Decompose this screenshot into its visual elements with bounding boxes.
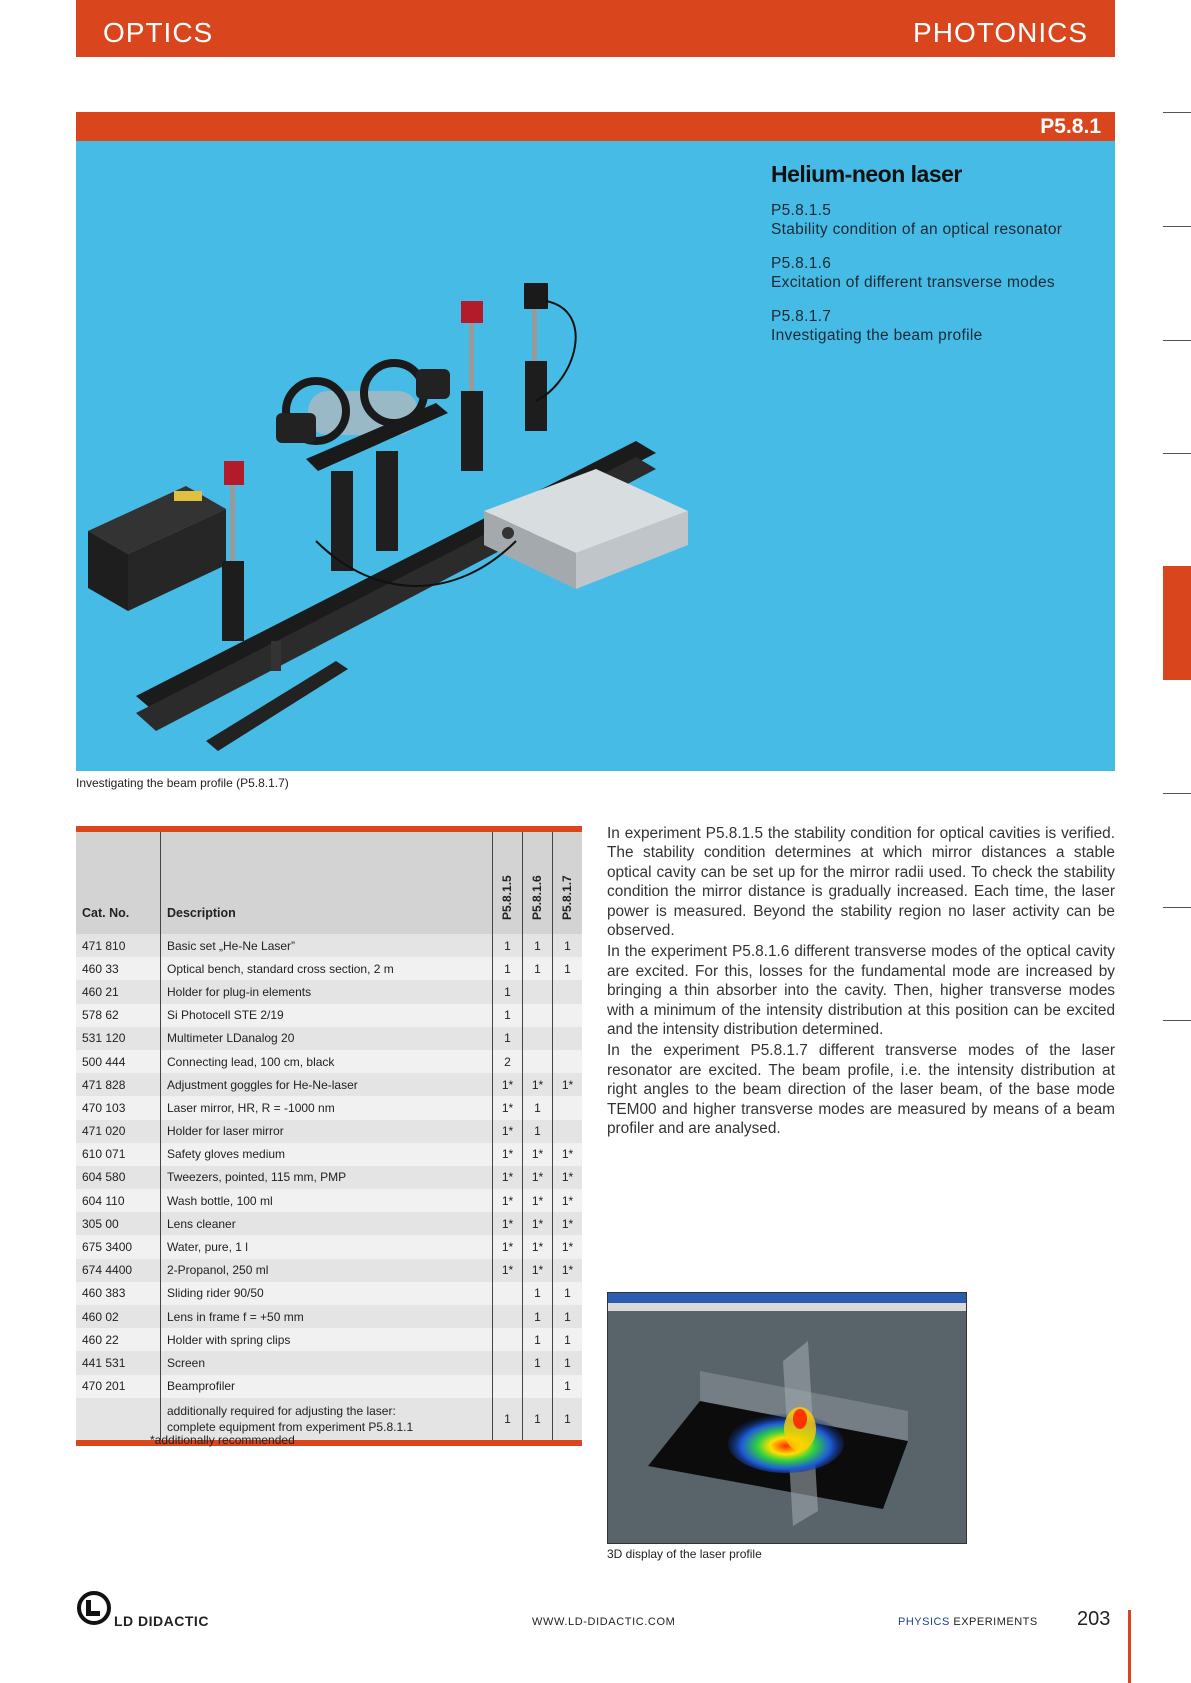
paragraph: In the experiment P5.8.1.6 different transverse modes of the optical cavity are excited. For this, losses for the fundamental mode are increased by bringing a thin absorber into the cavity. Then, higher transverse modes with a minimum of the intensity distribution at this position can be excited and the intensity distribution determined. <box>607 943 1115 1039</box>
side-index-mark <box>1163 907 1191 908</box>
footer-physics: PHYSICS <box>898 1616 950 1628</box>
cell-qty-c3: 1* <box>553 1189 583 1212</box>
cell-cat-no: 460 22 <box>76 1328 161 1351</box>
page-number: 203 <box>1077 1608 1111 1630</box>
cell-description: Water, pure, 1 l <box>161 1235 493 1258</box>
cell-qty-c2: 1 <box>523 1351 553 1374</box>
paragraph: In the experiment P5.8.1.7 different transverse modes of the laser resonator are excited. The beam profile, i.e. the intensity distribution at right angles to the beam direction of the laser beam, of the base mode TEM00 and higher transverse modes are measured by means of a beam profiler and are analysed. <box>607 1042 1115 1138</box>
beamprofiler-head <box>524 283 548 309</box>
table-row <box>76 1189 582 1212</box>
side-index-mark <box>1163 793 1191 794</box>
experiment-item <box>771 201 1062 239</box>
cell-qty-c1 <box>493 1305 523 1328</box>
tube-end-cap <box>276 413 316 443</box>
table-row <box>76 980 582 1003</box>
cell-cat-no: 531 120 <box>76 1027 161 1050</box>
header-col-2 <box>523 832 553 934</box>
cell-description: Wash bottle, 100 ml <box>161 1189 493 1212</box>
cell-qty-c2: 1 <box>523 934 553 957</box>
cell-cat-no: 610 071 <box>76 1143 161 1166</box>
experiment-item <box>771 254 1055 292</box>
mirror-post <box>532 309 537 369</box>
experiment-code-band <box>76 112 1115 141</box>
laser-setup-photo <box>76 141 756 771</box>
cell-cat-no: 604 580 <box>76 1166 161 1189</box>
description-line: complete equipment from experiment P5.8.1.1 <box>167 1419 414 1434</box>
cell-qty-c1: 1 <box>493 957 523 980</box>
cell-qty-c2: 1* <box>523 1189 553 1212</box>
table-row <box>76 1212 582 1235</box>
cell-qty-c2: 1 <box>523 1328 553 1351</box>
cell-description: Beamprofiler <box>161 1375 493 1398</box>
brand-name: LD DIDACTIC <box>114 1613 209 1629</box>
cell-qty-c1: 1 <box>493 1004 523 1027</box>
header-col-3 <box>553 832 583 934</box>
cell-cat-no: 305 00 <box>76 1212 161 1235</box>
footer-url[interactable]: WWW.LD-DIDACTIC.COM <box>532 1616 676 1628</box>
table-row <box>76 1375 582 1398</box>
cell-qty-c2: 1 <box>523 1120 553 1143</box>
table-row <box>76 1305 582 1328</box>
side-index-mark <box>1163 1020 1191 1021</box>
ld-didactic-logo <box>76 1590 116 1626</box>
hero-caption: Investigating the beam profile (P5.8.1.7) <box>76 776 289 790</box>
cell-qty-c1: 1* <box>493 1120 523 1143</box>
cell-description: Adjustment goggles for He-Ne-laser <box>161 1073 493 1096</box>
logo-ring <box>79 1593 109 1623</box>
cell-qty-c3 <box>553 1096 583 1119</box>
cell-qty-c3: 1 <box>553 1328 583 1351</box>
cell-description: Multimeter LDanalog 20 <box>161 1027 493 1050</box>
cell-qty-c1: 1 <box>493 1398 523 1440</box>
table-row <box>76 1004 582 1027</box>
control-box-knob <box>502 527 514 539</box>
cell-qty-c3: 1 <box>553 1282 583 1305</box>
table-row <box>76 1282 582 1305</box>
cell-qty-c2: 1 <box>523 1096 553 1119</box>
cell-qty-c2: 1 <box>523 1282 553 1305</box>
cell-qty-c1: 1 <box>493 934 523 957</box>
cell-qty-c1: 1* <box>493 1166 523 1189</box>
profile-3d-plot <box>608 1311 966 1543</box>
cell-qty-c2: 1 <box>523 1398 553 1440</box>
figure-window-titlebar <box>608 1293 966 1303</box>
table-row <box>76 1235 582 1258</box>
cell-qty-c2 <box>523 1027 553 1050</box>
table-row <box>76 957 582 980</box>
description-line: additionally required for adjusting the laser: <box>167 1403 396 1418</box>
cell-qty-c3 <box>553 1027 583 1050</box>
figure-window-menubar <box>608 1303 966 1311</box>
logo-mark <box>86 1611 100 1616</box>
cell-cat-no: 675 3400 <box>76 1235 161 1258</box>
experiment-code: P5.8.1 <box>1040 115 1101 138</box>
cell-cat-no: 460 383 <box>76 1282 161 1305</box>
table-row <box>76 1050 582 1073</box>
equipment-table <box>76 826 582 1446</box>
cell-qty-c3: 1 <box>553 1305 583 1328</box>
section-title-photonics: PHOTONICS <box>913 17 1088 48</box>
equipment-table-grid <box>76 832 582 1440</box>
cell-qty-c3: 1* <box>553 1073 583 1096</box>
cell-description: Safety gloves medium <box>161 1143 493 1166</box>
table-body <box>76 934 582 1440</box>
cell-qty-c1: 1* <box>493 1143 523 1166</box>
cell-qty-c2: 1* <box>523 1212 553 1235</box>
cell-cat-no: 470 103 <box>76 1096 161 1119</box>
cell-qty-c3: 1* <box>553 1259 583 1282</box>
side-index-tab-active <box>1163 566 1191 680</box>
cell-qty-c3: 1* <box>553 1212 583 1235</box>
cell-description: Holder with spring clips <box>161 1328 493 1351</box>
table-row <box>76 1166 582 1189</box>
cell-qty-c2: 1* <box>523 1143 553 1166</box>
cell-qty-c1: 1* <box>493 1212 523 1235</box>
experiment-id: P5.8.1.6 <box>771 255 832 272</box>
intensity-peak-max <box>793 1409 807 1429</box>
mirror-holder-red <box>224 461 244 485</box>
tube-end-cap <box>416 369 450 399</box>
table-footnote: *additionally recommended <box>150 1433 295 1447</box>
cell-qty-c2 <box>523 1004 553 1027</box>
cell-cat-no: 471 810 <box>76 934 161 957</box>
cell-qty-c1: 1 <box>493 980 523 1003</box>
cell-description: Screen <box>161 1351 493 1374</box>
footer-experiments: EXPERIMENTS <box>953 1616 1038 1628</box>
header-col-2-label: P5.8.1.6 <box>530 875 544 920</box>
experiment-item <box>771 307 982 345</box>
side-index-mark <box>1163 340 1191 341</box>
cell-description: Basic set „He-Ne Laser” <box>161 934 493 957</box>
cell-qty-c2: 1* <box>523 1073 553 1096</box>
cell-qty-c1 <box>493 1282 523 1305</box>
post-holder <box>222 561 244 641</box>
cell-qty-c2: 1 <box>523 1305 553 1328</box>
cell-qty-c1 <box>493 1351 523 1374</box>
cell-description: 2-Propanol, 250 ml <box>161 1259 493 1282</box>
table-row <box>76 1328 582 1351</box>
cell-qty-c3: 1* <box>553 1166 583 1189</box>
cell-qty-c1: 1* <box>493 1073 523 1096</box>
bench-leg <box>271 641 281 671</box>
cell-cat-no: 578 62 <box>76 1004 161 1027</box>
cell-qty-c3 <box>553 1120 583 1143</box>
header-col-1 <box>493 832 523 934</box>
experiment-name: Investigating the beam profile <box>771 327 983 344</box>
cell-qty-c3: 1* <box>553 1143 583 1166</box>
cell-cat-no: 471 828 <box>76 1073 161 1096</box>
cell-cat-no: 674 4400 <box>76 1259 161 1282</box>
side-index-mark <box>1163 453 1191 454</box>
cell-qty-c3 <box>553 1004 583 1027</box>
cell-qty-c3: 1 <box>553 1351 583 1374</box>
table-row <box>76 1143 582 1166</box>
header-col-1-label: P5.8.1.5 <box>500 875 514 920</box>
cell-description: Sliding rider 90/50 <box>161 1282 493 1305</box>
cell-qty-c1 <box>493 1375 523 1398</box>
cell-qty-c3: 1 <box>553 934 583 957</box>
cell-description: Si Photocell STE 2/19 <box>161 1004 493 1027</box>
cell-qty-c1: 1* <box>493 1235 523 1258</box>
cell-cat-no: 460 21 <box>76 980 161 1003</box>
cell-qty-c1: 1* <box>493 1096 523 1119</box>
table-row <box>76 1027 582 1050</box>
footer-category <box>898 1616 1038 1628</box>
table-row <box>76 1073 582 1096</box>
table-row <box>76 934 582 957</box>
cell-description: Tweezers, pointed, 115 mm, PMP <box>161 1166 493 1189</box>
cell-cat-no: 471 020 <box>76 1120 161 1143</box>
header-col-3-label: P5.8.1.7 <box>560 875 574 920</box>
cell-qty-c3: 1 <box>553 957 583 980</box>
cell-qty-c1: 1* <box>493 1189 523 1212</box>
cell-qty-c1 <box>493 1328 523 1351</box>
cell-qty-c2: 1* <box>523 1259 553 1282</box>
cell-qty-c3: 1 <box>553 1398 583 1440</box>
experiment-id: P5.8.1.5 <box>771 202 832 219</box>
experiment-title: Helium-neon laser <box>771 161 962 187</box>
cell-description: Connecting lead, 100 cm, black <box>161 1050 493 1073</box>
cell-cat-no: 441 531 <box>76 1351 161 1374</box>
cell-qty-c3 <box>553 980 583 1003</box>
cell-qty-c3: 1* <box>553 1235 583 1258</box>
description-text <box>607 824 1115 1141</box>
cell-description: Lens cleaner <box>161 1212 493 1235</box>
cell-qty-c2 <box>523 1050 553 1073</box>
experiment-name: Stability condition of an optical resonator <box>771 221 1063 238</box>
cell-cat-no: 500 444 <box>76 1050 161 1073</box>
paragraph: In experiment P5.8.1.5 the stability condition for optical cavities is verified. The stability condition determines at which mirror distances a stable optical cavity can be set up for the mirror radii used. To check the stability condition the mirror distance is gradually increased. Each time, the laser power is measured. Beyond the stability region no laser activity can be observed. <box>607 825 1115 940</box>
table-row <box>76 1096 582 1119</box>
side-index-mark <box>1163 226 1191 227</box>
cell-cat-no <box>76 1398 161 1440</box>
cell-qty-c3: 1 <box>553 1375 583 1398</box>
platform-post <box>376 451 398 551</box>
cell-qty-c1: 2 <box>493 1050 523 1073</box>
table-row <box>76 1259 582 1282</box>
section-title-optics: OPTICS <box>103 17 214 48</box>
cell-description: Optical bench, standard cross section, 2 m <box>161 957 493 980</box>
cell-qty-c2 <box>523 980 553 1003</box>
laser-warning-label <box>174 491 202 501</box>
cell-description: Laser mirror, HR, R = -1000 nm <box>161 1096 493 1119</box>
cell-qty-c2 <box>523 1375 553 1398</box>
table-header-row <box>76 832 582 934</box>
mirror-post <box>230 485 235 565</box>
cell-cat-no: 604 110 <box>76 1189 161 1212</box>
hero-panel <box>76 141 1115 771</box>
post-holder <box>461 391 483 471</box>
cell-qty-c2: 1 <box>523 957 553 980</box>
mirror-holder-red <box>461 301 483 323</box>
header-description: Description <box>161 832 493 934</box>
cell-description: Holder for plug-in elements <box>161 980 493 1003</box>
cell-cat-no: 460 02 <box>76 1305 161 1328</box>
table-row <box>76 1120 582 1143</box>
cell-description: Lens in frame f = +50 mm <box>161 1305 493 1328</box>
header-cat-no: Cat. No. <box>76 832 161 934</box>
cell-cat-no: 460 33 <box>76 957 161 980</box>
page-number-rule <box>1128 1610 1131 1683</box>
cell-qty-c1: 1* <box>493 1259 523 1282</box>
cell-description: Holder for laser mirror <box>161 1120 493 1143</box>
cell-qty-c1: 1 <box>493 1027 523 1050</box>
laser-profile-figure <box>607 1292 967 1544</box>
cell-qty-c2: 1* <box>523 1166 553 1189</box>
experiment-name: Excitation of different transverse modes <box>771 274 1055 291</box>
side-index-mark <box>1163 112 1191 113</box>
cell-qty-c3 <box>553 1050 583 1073</box>
section-header-bar <box>76 0 1115 57</box>
figure-caption: 3D display of the laser profile <box>607 1547 762 1561</box>
experiment-id: P5.8.1.7 <box>771 308 832 325</box>
cell-qty-c2: 1* <box>523 1235 553 1258</box>
table-row <box>76 1351 582 1374</box>
cell-cat-no: 470 201 <box>76 1375 161 1398</box>
